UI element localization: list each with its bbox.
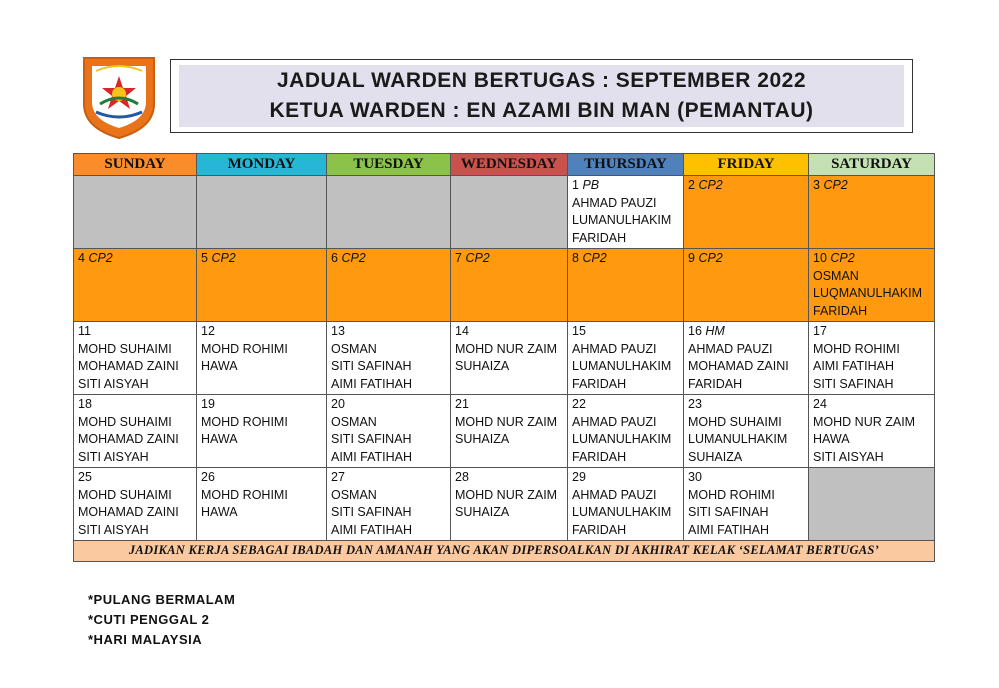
warden-name: AHMAD PAUZI	[572, 414, 657, 429]
day-cell	[197, 322, 327, 395]
date-number: 29	[572, 470, 586, 484]
date-number: 28	[455, 470, 469, 484]
day-header-line	[331, 323, 446, 341]
day-code: CP2	[341, 251, 366, 265]
duty-calendar	[73, 153, 935, 562]
warden-name: SITI SAFINAH	[813, 376, 894, 391]
day-header-line	[572, 323, 679, 341]
warden-name: AHMAD PAUZI	[572, 487, 657, 502]
legend-notes	[88, 590, 235, 650]
day-header-line	[813, 177, 930, 195]
warden-name: MOHD SUHAIMI	[78, 414, 172, 429]
day-code: PB	[582, 178, 600, 192]
day-header-line	[78, 469, 192, 487]
date-number: 9	[688, 251, 695, 265]
warden-name: FARIDAH	[572, 522, 627, 537]
date-number: 20	[331, 397, 345, 411]
date-number: 2	[688, 178, 695, 192]
day-header-line	[201, 469, 322, 487]
day-header-line	[78, 396, 192, 414]
day-cell	[568, 322, 684, 395]
warden-name: AIMI FATIHAH	[813, 359, 895, 373]
day-code: CP2	[698, 251, 723, 265]
warden-name: HAWA	[201, 432, 238, 446]
warden-name: SUHAIZA	[455, 505, 510, 519]
motto-banner: JADIKAN KERJA SEBAGAI IBADAH DAN AMANAH YANG AKAN DIPERSOALKAN DI AKHIRAT KELAK ‘SELAMAT BERTUGAS’	[74, 541, 935, 562]
day-code: CP2	[698, 178, 723, 192]
day-header-line	[572, 250, 679, 268]
day-header-line	[331, 250, 446, 268]
warden-name: LUMANULHAKIM	[572, 213, 672, 227]
warden-name: SITI SAFINAH	[331, 505, 412, 519]
day-code: CP2	[823, 178, 848, 192]
warden-name: AIMI FATIHAH	[688, 522, 770, 537]
schedule-title: JADUAL WARDEN BERTUGAS : SEPTEMBER 2022	[276, 69, 807, 92]
day-code: CP2	[582, 251, 607, 265]
warden-name: OSMAN	[331, 414, 377, 429]
day-header-line	[688, 469, 804, 487]
warden-name: MOHD NUR ZAIM	[455, 341, 558, 356]
day-cell	[74, 322, 197, 395]
warden-name: HAWA	[813, 432, 850, 446]
date-number: 10	[813, 251, 827, 265]
day-header-line	[572, 177, 679, 195]
day-cell	[197, 395, 327, 468]
date-number: 15	[572, 324, 586, 338]
week-row	[74, 468, 935, 541]
warden-name: LUQMANULHAKIM	[813, 286, 923, 300]
date-number: 19	[201, 397, 215, 411]
warden-name: FARIDAH	[572, 449, 627, 464]
warden-name: AIMI FATIHAH	[331, 449, 413, 464]
day-cell	[568, 249, 684, 322]
empty-day-cell	[74, 176, 197, 249]
day-header-line	[813, 396, 930, 414]
day-code: CP2	[465, 251, 490, 265]
week-row	[74, 176, 935, 249]
day-header-line	[201, 323, 322, 341]
day-header-line	[331, 396, 446, 414]
day-header-sunday: SUNDAY	[74, 154, 197, 176]
weekday-header-row	[74, 154, 935, 176]
date-number: 17	[813, 324, 827, 338]
warden-name: MOHAMAD ZAINI	[78, 432, 179, 446]
warden-name: MOHD NUR ZAIM	[813, 414, 916, 429]
day-cell	[74, 249, 197, 322]
warden-name: AIMI FATIHAH	[331, 522, 413, 537]
day-header-line	[688, 177, 804, 195]
warden-name: MOHD ROHIMI	[813, 341, 900, 356]
warden-name: SITI AISYAH	[78, 376, 149, 391]
date-number: 30	[688, 470, 702, 484]
warden-name: AHMAD PAUZI	[572, 341, 657, 356]
warden-name: SUHAIZA	[455, 359, 510, 373]
warden-name: MOHAMAD ZAINI	[78, 359, 179, 373]
day-header-line	[455, 250, 563, 268]
warden-name: SITI AISYAH	[78, 449, 149, 464]
warden-name: FARIDAH	[688, 376, 743, 391]
warden-name: FARIDAH	[813, 303, 868, 318]
day-header-thursday: THURSDAY	[568, 154, 684, 176]
date-number: 11	[78, 324, 91, 338]
day-cell	[451, 395, 568, 468]
day-header-line	[688, 250, 804, 268]
note-pulang-bermalam: *PULANG BERMALAM	[88, 592, 236, 607]
warden-name: AHMAD PAUZI	[572, 195, 657, 210]
warden-name: SITI SAFINAH	[331, 432, 412, 446]
warden-name: SITI AISYAH	[78, 522, 149, 537]
day-header-line	[455, 469, 563, 487]
day-code: HM	[705, 324, 725, 338]
date-number: 5	[201, 251, 208, 265]
day-header-line	[201, 250, 322, 268]
day-header-line	[78, 250, 192, 268]
date-number: 1	[572, 178, 579, 192]
title-box	[170, 59, 913, 133]
date-number: 14	[455, 324, 469, 338]
day-header-tuesday: TUESDAY	[327, 154, 451, 176]
warden-name: LUMANULHAKIM	[572, 505, 672, 519]
warden-name: MOHD SUHAIMI	[78, 487, 172, 502]
date-number: 21	[455, 397, 469, 411]
warden-name: SUHAIZA	[688, 449, 743, 464]
warden-name: OSMAN	[331, 341, 377, 356]
date-number: 26	[201, 470, 215, 484]
day-cell	[74, 468, 197, 541]
day-cell	[327, 249, 451, 322]
day-header-line	[455, 323, 563, 341]
warden-name: MOHD ROHIMI	[201, 341, 288, 356]
warden-name: MOHD ROHIMI	[201, 414, 288, 429]
day-cell	[451, 249, 568, 322]
day-code: CP2	[88, 251, 113, 265]
day-cell	[809, 395, 935, 468]
day-cell	[809, 176, 935, 249]
day-cell	[327, 468, 451, 541]
warden-name: OSMAN	[813, 268, 859, 283]
date-number: 18	[78, 397, 92, 411]
day-header-line	[688, 323, 804, 341]
warden-name: MOHD NUR ZAIM	[455, 487, 558, 502]
date-number: 3	[813, 178, 820, 192]
empty-day-cell	[327, 176, 451, 249]
warden-name: LUMANULHAKIM	[688, 432, 788, 446]
day-cell	[327, 395, 451, 468]
day-header-line	[688, 396, 804, 414]
warden-name: SUHAIZA	[455, 432, 510, 446]
day-header-monday: MONDAY	[197, 154, 327, 176]
date-number: 12	[201, 324, 215, 338]
day-cell	[684, 249, 809, 322]
day-header-line	[78, 323, 192, 341]
warden-name: MOHD ROHIMI	[688, 487, 775, 502]
date-number: 24	[813, 397, 827, 411]
date-number: 7	[455, 251, 462, 265]
date-number: 27	[331, 470, 345, 484]
warden-name: MOHAMAD ZAINI	[688, 359, 789, 373]
day-header-line	[331, 469, 446, 487]
date-number: 13	[331, 324, 345, 338]
day-cell	[684, 322, 809, 395]
day-header-line	[572, 396, 679, 414]
warden-name: OSMAN	[331, 487, 377, 502]
day-header-saturday: SATURDAY	[809, 154, 935, 176]
school-crest-logo	[78, 52, 160, 140]
warden-name: HAWA	[201, 359, 238, 373]
day-code: CP2	[830, 251, 855, 265]
day-cell	[684, 395, 809, 468]
date-number: 23	[688, 397, 702, 411]
warden-name: AIMI FATIHAH	[331, 376, 413, 391]
warden-name: MOHAMAD ZAINI	[78, 505, 179, 519]
footer-row	[74, 541, 935, 562]
day-cell	[809, 322, 935, 395]
note-hari-malaysia: *HARI MALAYSIA	[88, 632, 203, 647]
day-cell	[327, 322, 451, 395]
empty-day-cell	[451, 176, 568, 249]
day-header-wednesday: WEDNESDAY	[451, 154, 568, 176]
date-number: 6	[331, 251, 338, 265]
week-row	[74, 322, 935, 395]
week-row	[74, 395, 935, 468]
date-number: 8	[572, 251, 579, 265]
warden-name: SITI SAFINAH	[331, 359, 412, 373]
warden-name: HAWA	[201, 505, 238, 519]
date-number: 4	[78, 251, 85, 265]
day-cell	[568, 176, 684, 249]
warden-name: MOHD ROHIMI	[201, 487, 288, 502]
warden-name: AHMAD PAUZI	[688, 341, 773, 356]
warden-name: SITI AISYAH	[813, 449, 884, 464]
warden-name: MOHD NUR ZAIM	[455, 414, 558, 429]
warden-name: MOHD SUHAIMI	[78, 341, 172, 356]
day-cell	[684, 468, 809, 541]
day-cell	[451, 468, 568, 541]
note-cuti-penggal: *CUTI PENGGAL 2	[88, 612, 210, 627]
day-header-line	[455, 396, 563, 414]
day-cell	[74, 395, 197, 468]
warden-name: LUMANULHAKIM	[572, 359, 672, 373]
empty-day-cell	[809, 468, 935, 541]
warden-name: LUMANULHAKIM	[572, 432, 672, 446]
title-panel	[179, 65, 904, 127]
empty-day-cell	[197, 176, 327, 249]
day-cell	[451, 322, 568, 395]
date-number: 25	[78, 470, 92, 484]
day-cell	[568, 395, 684, 468]
day-cell	[197, 249, 327, 322]
warden-name: FARIDAH	[572, 230, 627, 245]
day-header-line	[572, 469, 679, 487]
day-code: CP2	[211, 251, 236, 265]
warden-name: MOHD SUHAIMI	[688, 414, 782, 429]
day-header-line	[201, 396, 322, 414]
day-cell	[684, 176, 809, 249]
day-cell	[809, 249, 935, 322]
warden-name: SITI SAFINAH	[688, 505, 769, 519]
date-number: 16	[688, 324, 702, 338]
day-cell	[197, 468, 327, 541]
day-header-friday: FRIDAY	[684, 154, 809, 176]
day-header-line	[813, 250, 930, 268]
date-number: 22	[572, 397, 586, 411]
day-header-line	[813, 323, 930, 341]
day-cell	[568, 468, 684, 541]
warden-name: FARIDAH	[572, 376, 627, 391]
head-warden-line: KETUA WARDEN : EN AZAMI BIN MAN (PEMANTAU)	[269, 99, 814, 122]
week-row	[74, 249, 935, 322]
